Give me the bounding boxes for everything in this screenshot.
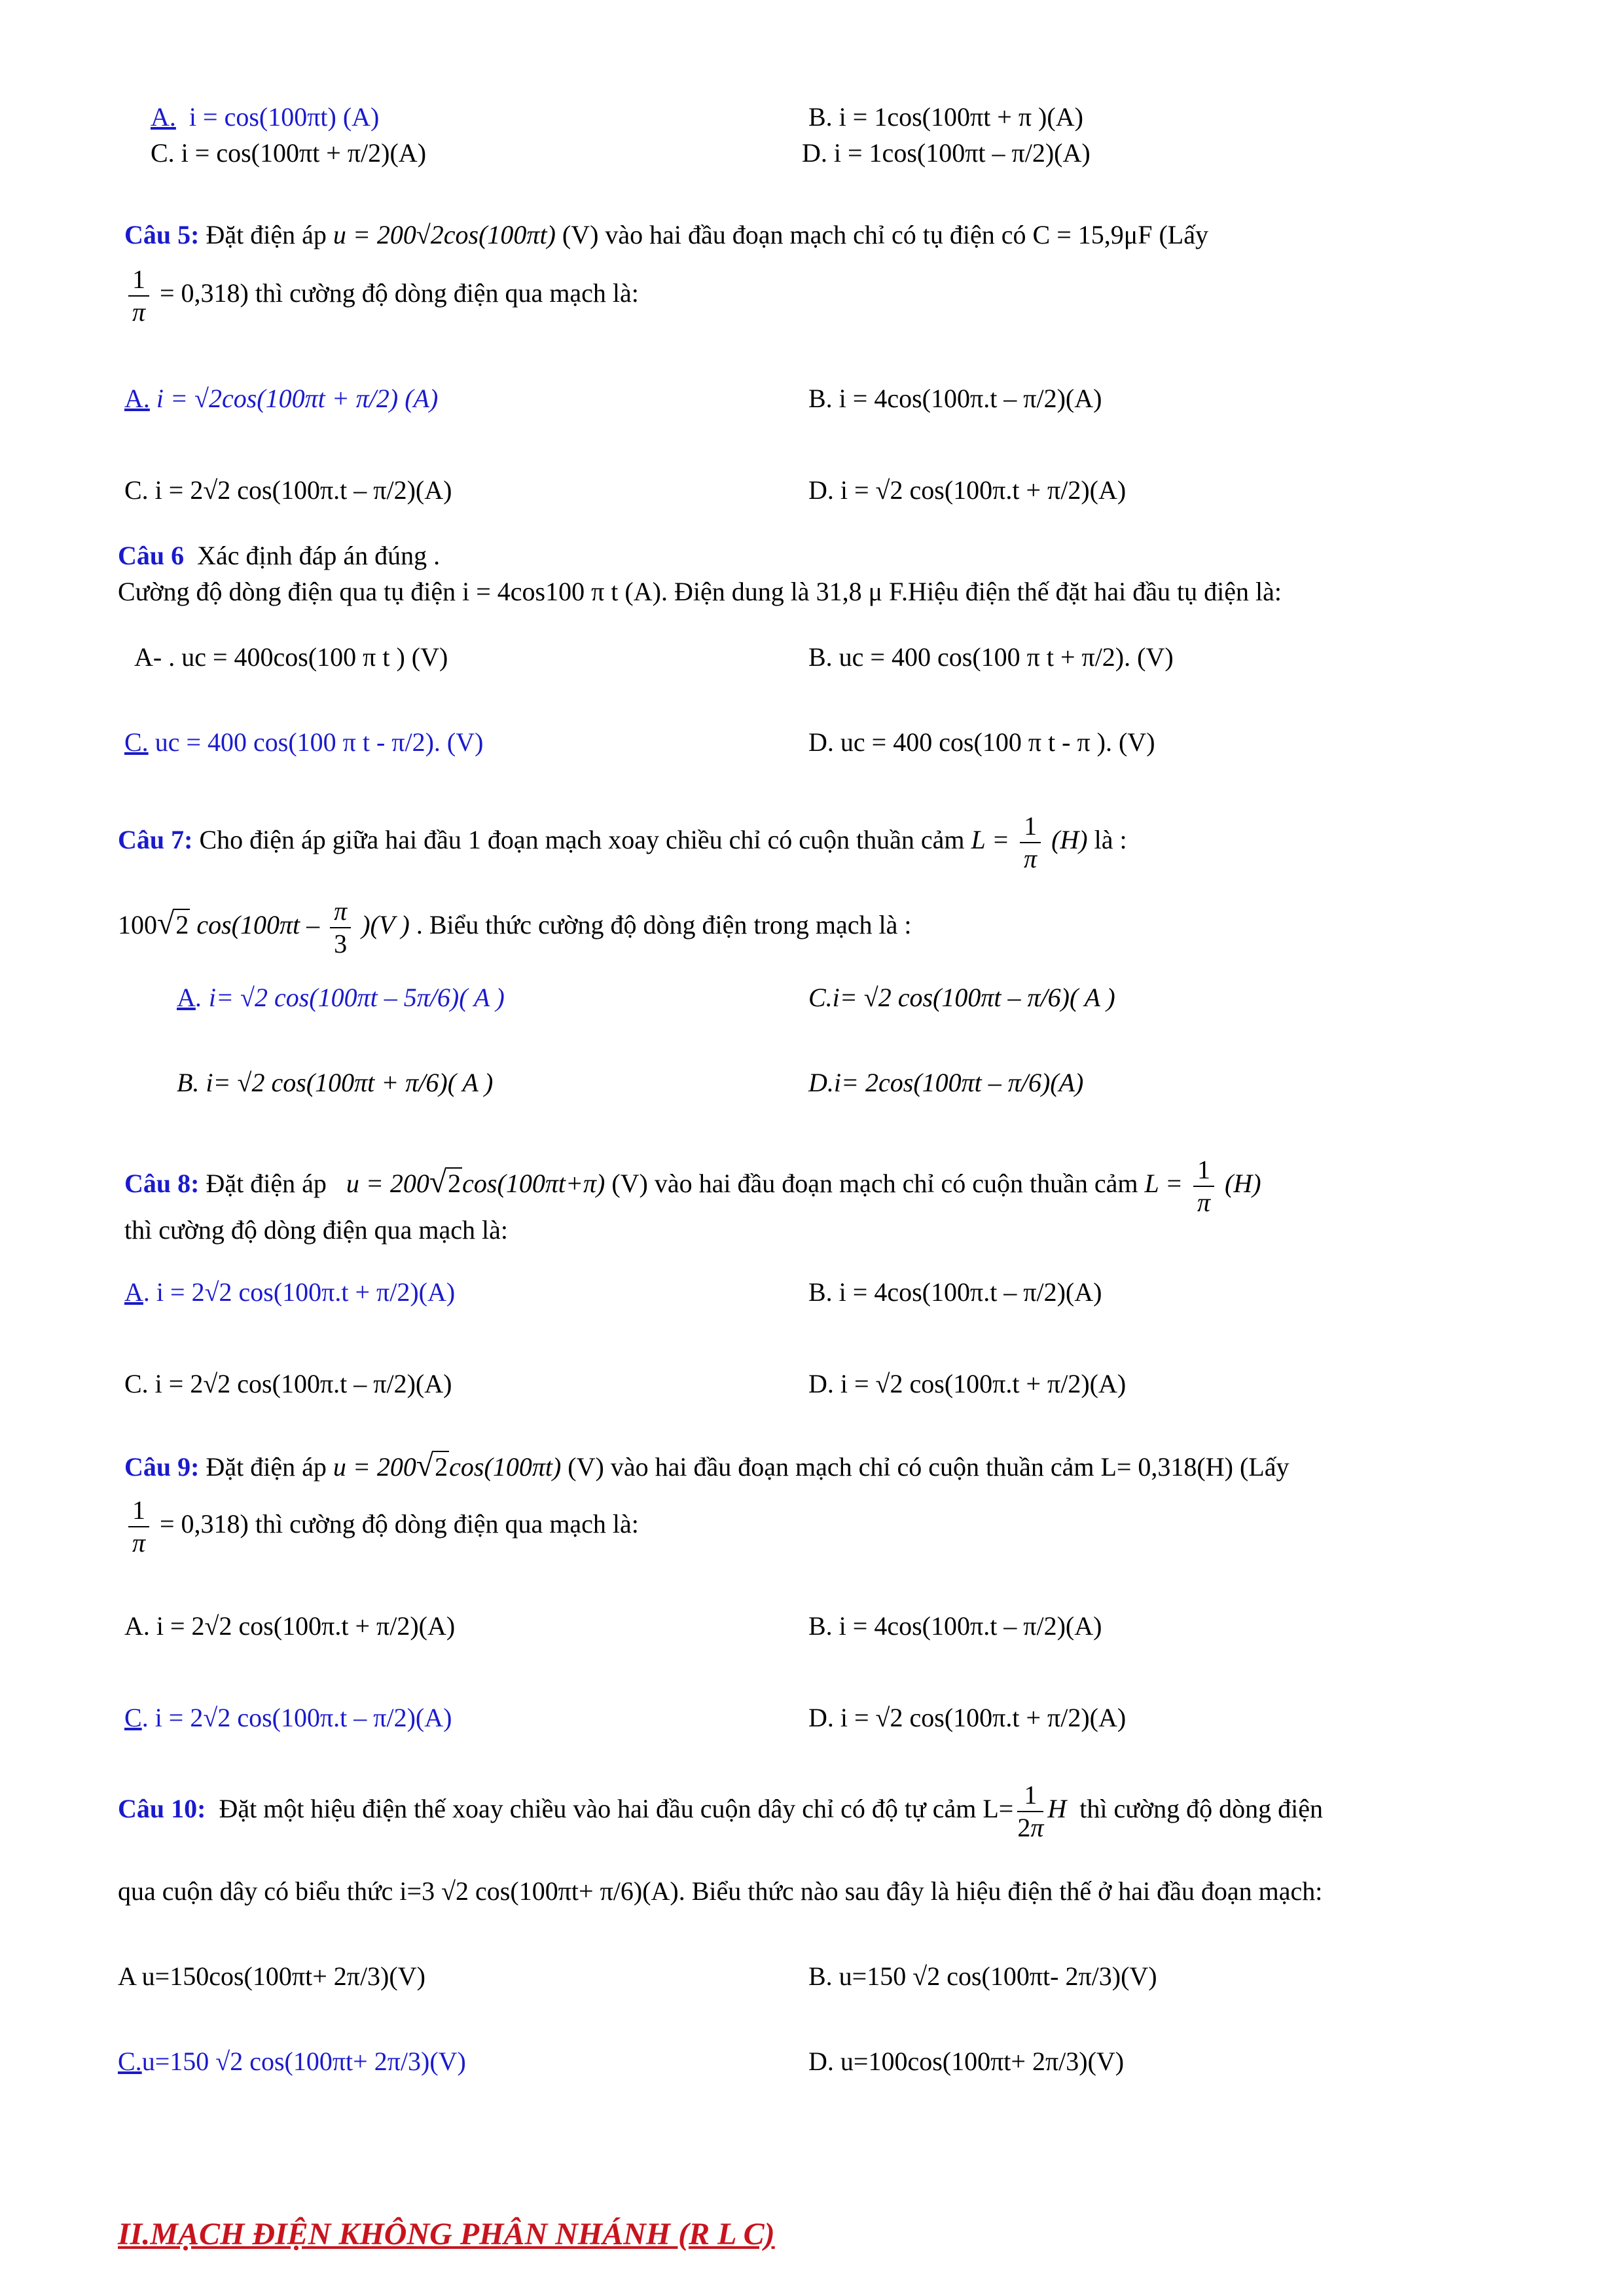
q8-option-d: D. i = √2 cos(100π.t + π/2)(A)	[808, 1369, 1127, 1398]
fraction-1-over-pi: $\frac{1}{\pi}$	[128, 265, 149, 327]
q5-option-d: D. i = √2 cos(100π.t + π/2)(A)	[808, 475, 1127, 505]
q10-option-a: A u=150cos(100πt+ 2π/3)(V)	[118, 1961, 425, 1991]
q10-stem: Câu 10: Đặt một hiệu điện thế xoay chiều vào hai đầu cuộn dây chỉ có độ tự cảm L= $\frac{1}{2\pi}$ H thì cường độ dòng điện	[118, 1780, 1323, 1842]
q10-option-b: B. u=150 √2 cos(100πt- 2π/3)(V)	[808, 1961, 1157, 1991]
q4-option-b: B. i = 1cos(100πt + π )(A)	[808, 102, 1083, 132]
section-heading: II.MẠCH ĐIỆN KHÔNG PHÂN NHÁNH (R L C)	[118, 2217, 775, 2251]
q5-stem-line2: $\frac{1}{\pi}$ = 0,318) thì cường độ dòng điện qua mạch là:	[124, 265, 639, 327]
q7-stem-line2: 100√2 cos(100πt – $\frac{\pi}{3}$ )(V ) . Biểu thức cường độ dòng điện trong mạch là :	[118, 896, 912, 958]
q8-stem-line2: thì cường độ dòng điện qua mạch là:	[124, 1215, 509, 1245]
q6-option-a: A- . uc = 400cos(100 π t ) (V)	[134, 642, 448, 672]
q4-option-a: A. i = cos(100πt) (A)	[151, 102, 380, 132]
q9-option-d: D. i = √2 cos(100π.t + π/2)(A)	[808, 1703, 1127, 1732]
q7-option-b: B. i= √2 cos(100πt + π/6)( A )	[177, 1068, 494, 1097]
q6-stem: Câu 6 Xác định đáp án đúng .	[118, 541, 441, 570]
q9-option-a: A. i = 2√2 cos(100π.t + π/2)(A)	[124, 1611, 456, 1641]
q4-option-c: C. i = cos(100πt + π/2)(A)	[151, 138, 427, 168]
q10-stem-line2: qua cuộn dây có biểu thức i=3 √2 cos(100πt+ π/6)(A). Biểu thức nào sau đây là hiệu điện thế ở hai đầu đoạn mạch:	[118, 1876, 1323, 1906]
q8-stem: Câu 8: Đặt điện áp u = 200√2cos(100πt+π) (V) vào hai đầu đoạn mạch chỉ có cuộn thuần cảm L = $\frac{1}{\pi}$ (H)	[124, 1155, 1261, 1217]
q8-option-c: C. i = 2√2 cos(100π.t – π/2)(A)	[124, 1369, 452, 1398]
q7-stem: Câu 7: Cho điện áp giữa hai đầu 1 đoạn mạch xoay chiều chỉ có cuộn thuần cảm L = $\frac{1}{\pi}$ (H) là :	[118, 811, 1127, 873]
q6-option-b: B. uc = 400 cos(100 π t + π/2). (V)	[808, 642, 1174, 672]
q9-option-b: B. i = 4cos(100π.t – π/2)(A)	[808, 1611, 1102, 1641]
q5-option-c: C. i = 2√2 cos(100π.t – π/2)(A)	[124, 475, 452, 505]
q7-option-c: C.i= √2 cos(100πt – π/6)( A )	[808, 983, 1115, 1012]
q5-option-a: A. i = √2cos(100πt + π/2) (A)	[124, 384, 439, 413]
q9-stem-line2: $\frac{1}{\pi}$ = 0,318) thì cường độ dòng điện qua mạch là:	[124, 1496, 639, 1558]
q4-option-d: D. i = 1cos(100πt – π/2)(A)	[802, 138, 1091, 168]
fraction-1-over-pi: $\frac{1}{\pi}$	[1020, 812, 1041, 873]
q10-option-c: C.u=150 √2 cos(100πt+ 2π/3)(V)	[118, 2047, 466, 2076]
q8-option-b: B. i = 4cos(100π.t – π/2)(A)	[808, 1277, 1102, 1307]
q5-option-b: B. i = 4cos(100π.t – π/2)(A)	[808, 384, 1102, 413]
q6-option-c: C. uc = 400 cos(100 π t - π/2). (V)	[124, 727, 484, 757]
q7-option-a: A. i= √2 cos(100πt – 5π/6)( A )	[177, 983, 505, 1012]
q6-option-d: D. uc = 400 cos(100 π t - π ). (V)	[808, 727, 1155, 757]
fraction-1-over-pi: $\frac{1}{\pi}$	[128, 1496, 149, 1558]
q9-option-c: C. i = 2√2 cos(100π.t – π/2)(A)	[124, 1703, 452, 1732]
q7-option-d: D.i= 2cos(100πt – π/6)(A)	[808, 1068, 1084, 1097]
q10-option-d: D. u=100cos(100πt+ 2π/3)(V)	[808, 2047, 1125, 2076]
fraction-1-over-pi: $\frac{1}{\pi}$	[1193, 1156, 1214, 1217]
q9-stem: Câu 9: Đặt điện áp u = 200√2cos(100πt) (V) vào hai đầu đoạn mạch chỉ có cuộn thuần cảm L= 0,318(H) (Lấy	[124, 1448, 1290, 1483]
q6-stem-line2: Cường độ dòng điện qua tụ điện i = 4cos100 π t (A). Điện dung là 31,8 μ F.Hiệu điện thế đặt hai đầu tụ điện là:	[118, 577, 1282, 606]
q8-option-a: A. i = 2√2 cos(100π.t + π/2)(A)	[124, 1277, 456, 1307]
fraction-pi-over-3: $\frac{\pi}{3}$	[330, 897, 351, 958]
q5-stem: Câu 5: Đặt điện áp u = 200√2cos(100πt) (V) vào hai đầu đoạn mạch chỉ có tụ điện có C = 15,9μF (Lấy	[124, 220, 1208, 249]
fraction-1-over-2pi: $\frac{1}{2\pi}$	[1017, 1780, 1044, 1842]
